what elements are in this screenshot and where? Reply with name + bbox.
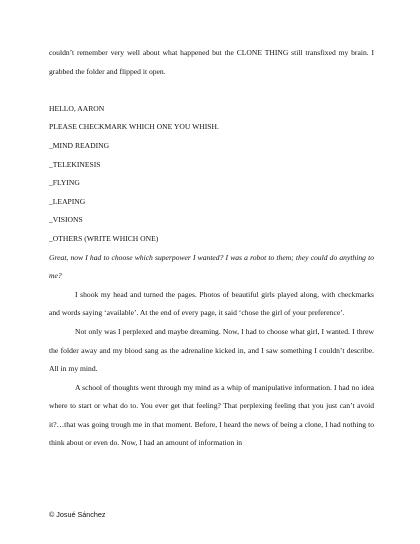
option-item: _FLYING <box>49 178 80 188</box>
option-item: _MIND READING <box>49 140 110 150</box>
paragraph-school: A school of thoughts went through my mind as a whip of manipulative information. I had no idea where to start or what do to. You ever get that feeling? That perplexing feeling that you just can’t avoid it?…that was going trough me in that moment. Before, I heard the news of being a clone, I had nothing to think about or even do. Now, I had an amount of information in <box>49 382 374 448</box>
paragraph-thought: Great, now I had to choose which superpower I wanted? I was a robot to them; they could do anything to me? <box>49 252 374 281</box>
option-item: _OTHERS (WRITE WHICH ONE) <box>49 233 159 243</box>
page-body <box>49 44 374 453</box>
option-item: _VISIONS <box>49 215 83 225</box>
blank-line <box>49 81 374 100</box>
option-item: _TELEKINESIS <box>49 159 101 169</box>
paragraph-not-only: Not only was I perplexed and maybe dreaming. Now, I had to choose what girl, I wanted. I threw the folder away and my blood sang as the adrenaline kicked in, and I saw something I couldn’t describe. All in my mind. <box>49 326 374 374</box>
option-item: _LEAPING <box>49 196 86 206</box>
letter-greeting: HELLO, AARON <box>49 103 105 113</box>
copyright-footer: © Josué Sánchez <box>49 510 106 519</box>
letter-instruction: PLEASE CHECKMARK WHICH ONE YOU WHISH. <box>49 122 219 132</box>
paragraph-intro: couldn’t remember very well about what happened but the CLONE THING still transfixed my brain. I grabbed the folder and flipped it open. <box>49 48 374 76</box>
paragraph-shook: I shook my head and turned the pages. Photos of beautiful girls played along, with checkmarks and words saying ‘available’. At the end of every page, it said ‘chose the girl of your preference’. <box>49 289 374 318</box>
